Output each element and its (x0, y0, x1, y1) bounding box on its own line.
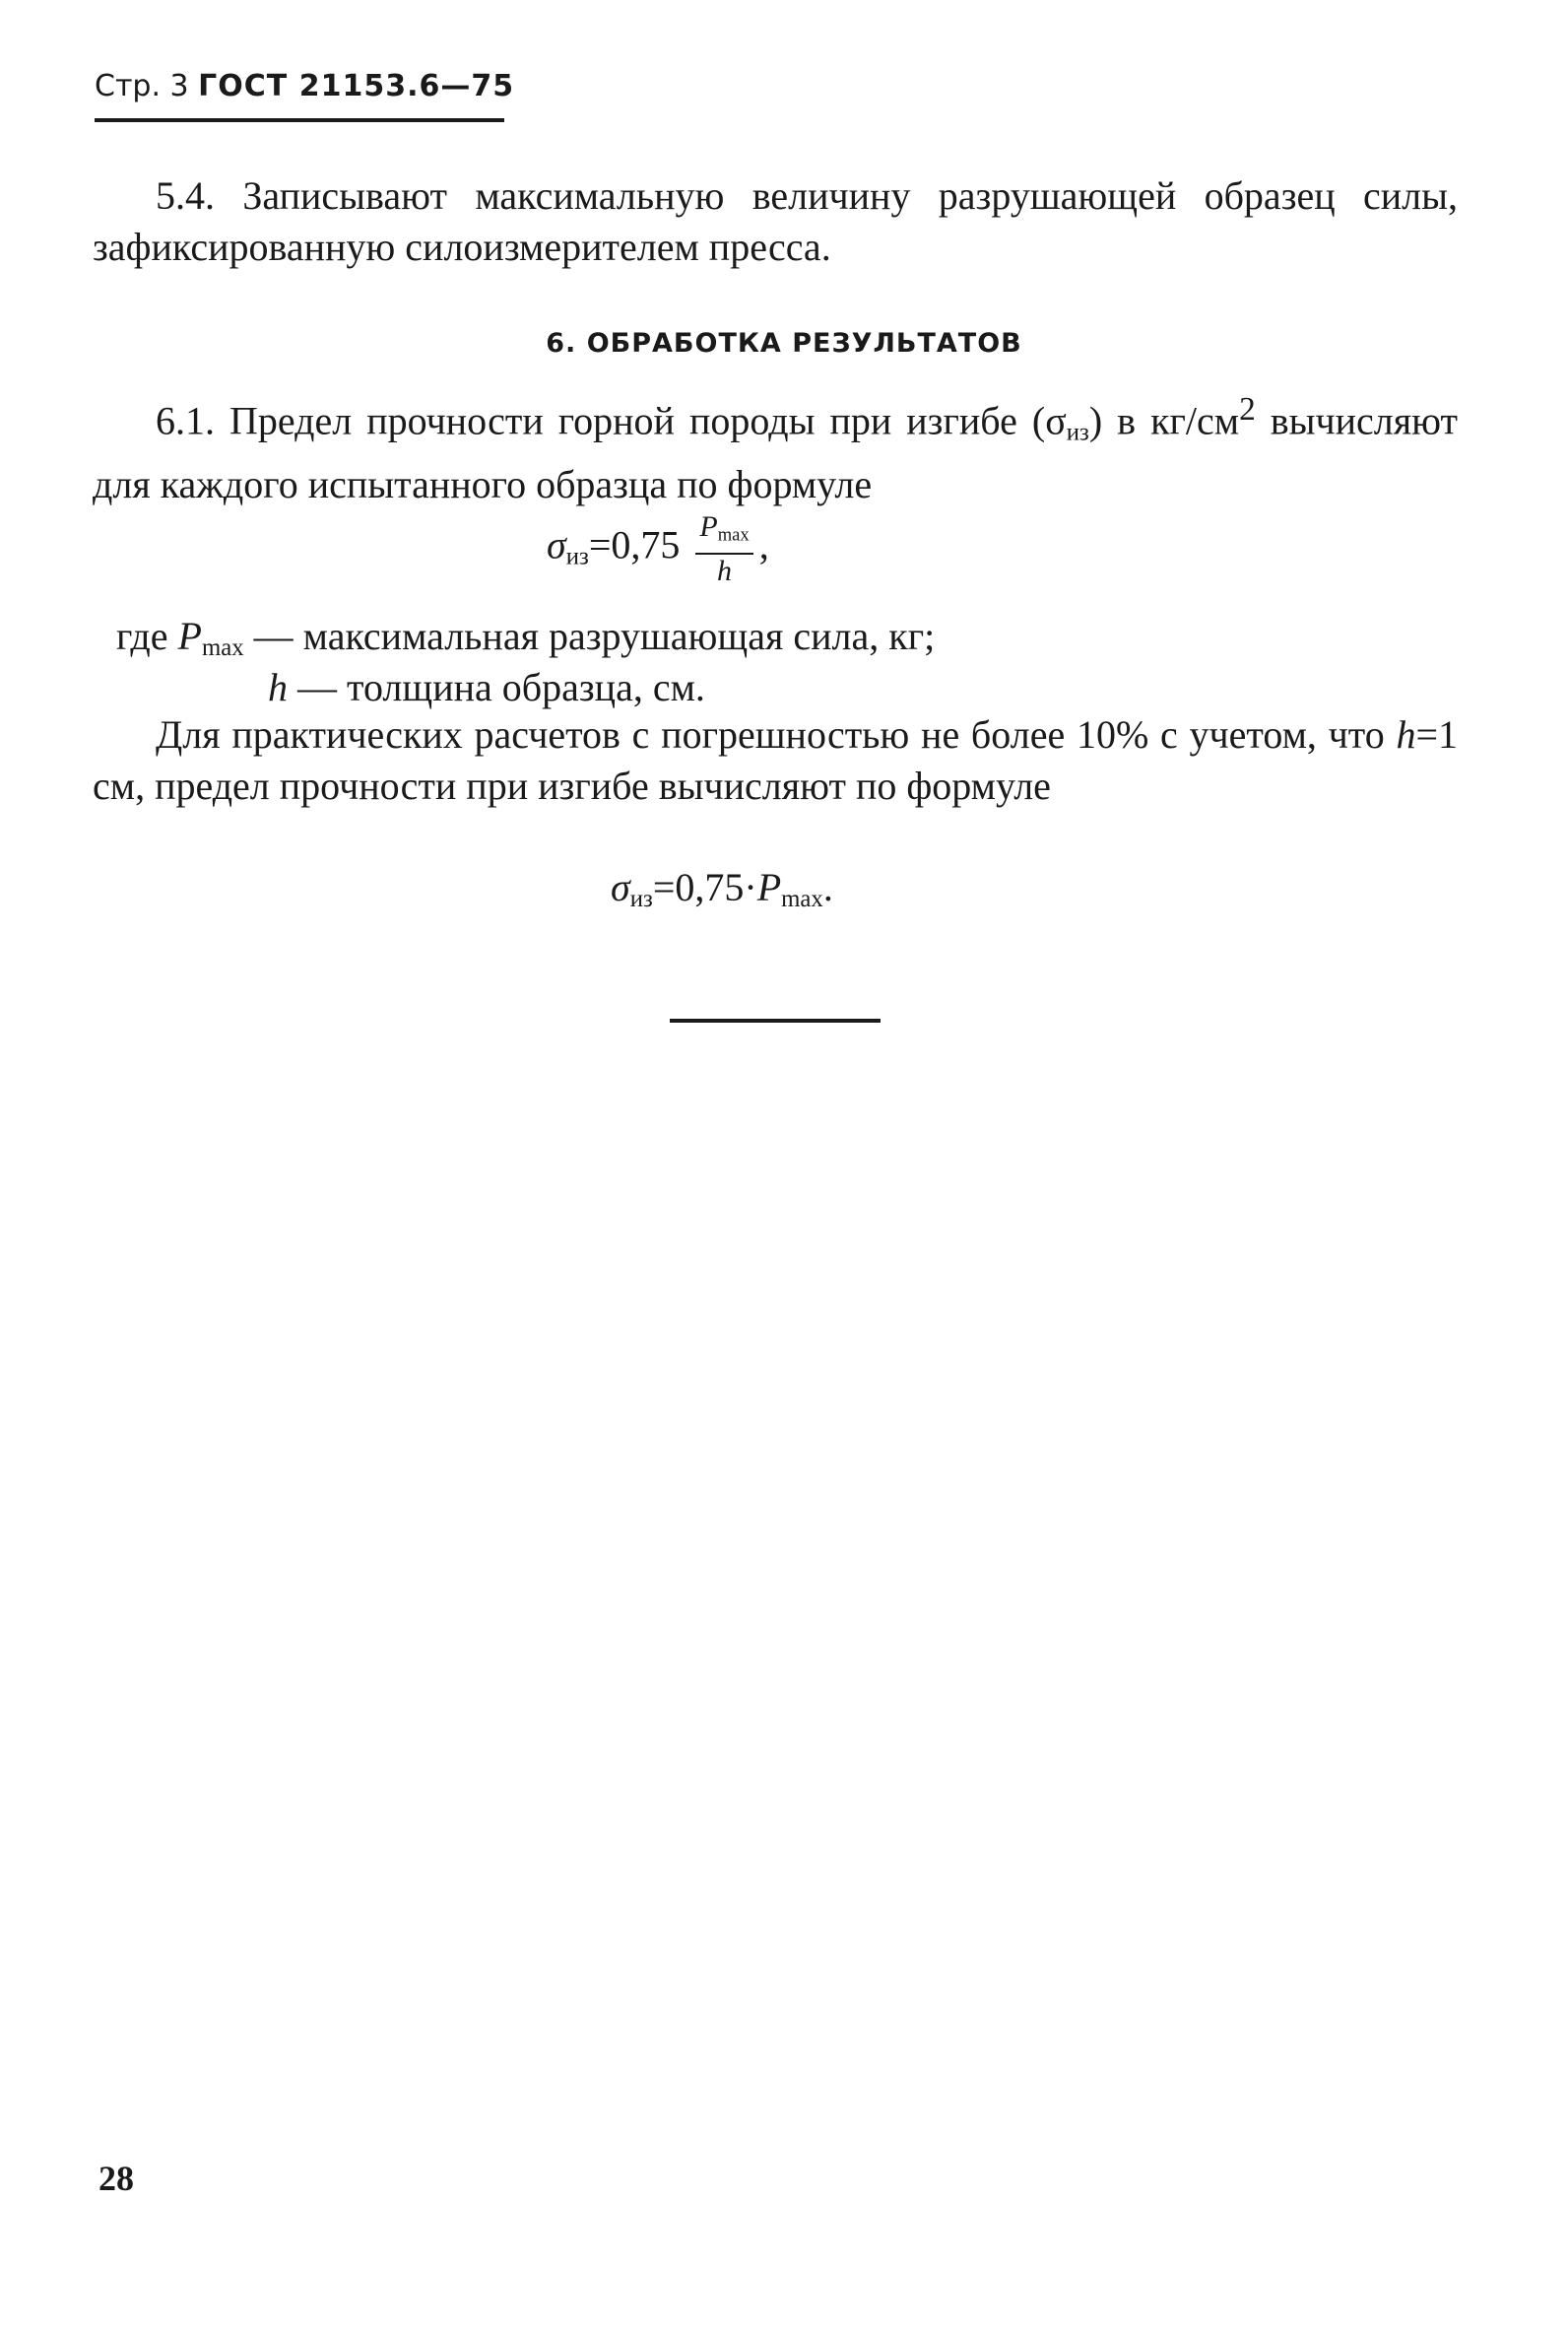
formula-simplified: $\sigma_{из}=0,75\cdot P_{max}$. (611, 865, 833, 913)
page-number: 28 (98, 2159, 134, 2198)
section-heading: 6. ОБРАБОТКА РЕЗУЛЬТАТОВ (546, 328, 1022, 359)
where-line-h: h — толщина образца, см. (268, 665, 705, 709)
paragraph-6-1: 6.1. Предел прочности горной породы при изгибе $(\sigma_{из})$ в $кг/см^2$ вычисляют для каждого испытанного образца по формуле (93, 391, 1459, 506)
where-line-pmax: где $P_{max}$ — максимальная разрушающая сила, кг; (116, 614, 936, 662)
superscript-2: 2 (1239, 391, 1256, 428)
paragraph-5-4: 5.4. Записывают максимальную величину разрушающей образец силы, зафиксированную силоизмерителем пресса. (93, 173, 1458, 269)
header-rule (95, 118, 504, 122)
standard-number: ГОСТ 21153.6—75 (198, 69, 515, 103)
paragraph-practical: Для практических расчетов с погрешностью не более 10% с учетом, что h=1 см, предел прочности при изгибе вычисляют по формуле (93, 712, 1458, 808)
page-header (95, 69, 514, 103)
page-label: Стр. 3 (95, 69, 189, 103)
formula-bending-strength: $\sigma_{из}=0,75$ $\frac{P_{max}}{h}$ , (547, 510, 769, 587)
end-divider (670, 1019, 881, 1023)
formula-fraction: $\frac{P_{max}}{h}$ (695, 510, 752, 588)
sigma-subscript: из (1066, 419, 1089, 446)
